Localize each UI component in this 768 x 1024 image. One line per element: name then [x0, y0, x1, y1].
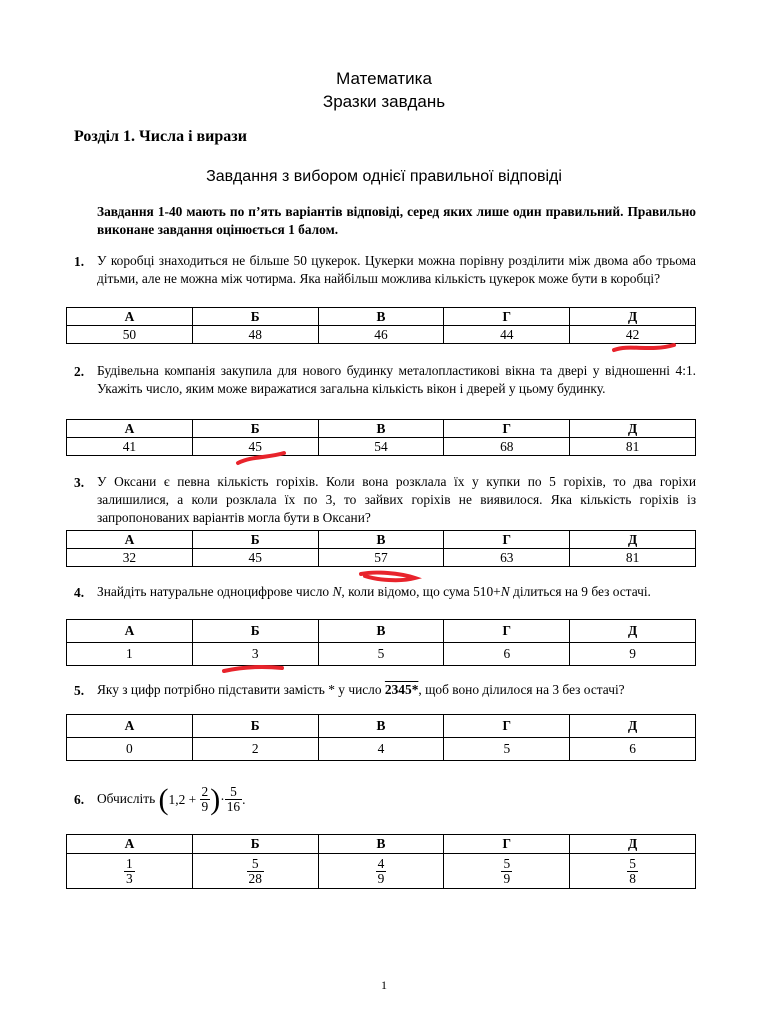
answer-cell: 54: [318, 438, 444, 456]
answer-cell: 44: [444, 326, 570, 344]
question-1-number: 1.: [74, 254, 85, 269]
section-title: Розділ 1. Числа і вирази: [74, 128, 247, 145]
fraction: $\frac{4}{9}$: [377, 855, 385, 886]
answer-cell: 57: [318, 549, 444, 567]
option-letter-v: В: [318, 308, 444, 326]
option-letter-b: Б: [192, 715, 318, 738]
question-6-number: 6.: [74, 792, 85, 807]
question-2-answer-table: [66, 419, 696, 456]
option-letter-a: А: [67, 420, 193, 438]
answer-cell: [444, 854, 570, 889]
fraction: 5 16: [226, 784, 241, 815]
question-6-answer-table: [66, 834, 696, 889]
question-5-text: Яку з цифр потрібно підставити замість * у число 2345*, щоб воно ділилося на 3 без остачі?: [97, 682, 625, 697]
answer-cell: 50: [67, 326, 193, 344]
question-3-number: 3.: [74, 475, 85, 490]
option-letter-d: Д: [570, 420, 696, 438]
option-letter-g: Г: [444, 420, 570, 438]
option-letter-g: Г: [444, 620, 570, 643]
question-4-text: Знайдіть натуральне одноцифрове число N, коли відомо, що сума 510+N ділиться на 9 без остачі.: [97, 584, 651, 599]
red-mark-q4: [220, 662, 286, 676]
answer-cell: [318, 854, 444, 889]
answer-cell: 5: [444, 738, 570, 761]
answer-cell: [570, 854, 696, 889]
answer-cell: 48: [192, 326, 318, 344]
variable-n: N: [332, 584, 342, 599]
option-letter-b: Б: [192, 531, 318, 549]
math-expression: ( 1,2 + $\frac{2}{9}$ ) · 5 16 .: [158, 782, 246, 816]
option-letter-v: В: [318, 715, 444, 738]
option-letter-v: В: [318, 835, 444, 854]
answer-cell: 41: [67, 438, 193, 456]
question-6-lead-text: Обчисліть: [97, 791, 156, 806]
option-letter-b: Б: [192, 835, 318, 854]
fraction: $\frac{1}{3}$: [126, 855, 133, 886]
overlined-number: 2345*: [384, 682, 419, 697]
option-letter-d: Д: [570, 835, 696, 854]
question-2-text: Будівельна компанія закупила для нового будинку металопластикові вікна та двері у відношенні 4:1. Укажіть число, яким може виражатися загальна кількість вікон і дверей у цьому будинку.: [97, 363, 696, 396]
answer-cell: [67, 854, 193, 889]
question-4-number: 4.: [74, 585, 85, 600]
question-5-answer-table: [66, 714, 696, 761]
option-letter-b: Б: [192, 308, 318, 326]
variable-n: N: [500, 584, 510, 599]
answer-cell: 63: [444, 549, 570, 567]
option-letter-a: А: [67, 308, 193, 326]
option-letter-a: А: [67, 835, 193, 854]
option-letter-v: В: [318, 620, 444, 643]
answer-cell: 81: [570, 438, 696, 456]
option-letter-b: Б: [192, 620, 318, 643]
option-letter-g: Г: [444, 308, 570, 326]
option-letter-b: Б: [192, 420, 318, 438]
answer-cell: 1: [67, 643, 193, 666]
option-letter-d: Д: [570, 715, 696, 738]
option-letter-a: А: [67, 620, 193, 643]
question-3-answer-table: [66, 530, 696, 567]
answer-cell: 9: [570, 643, 696, 666]
question-3-text: У Оксани є певна кількість горіхів. Коли вона розклала їх у купки по 5 горіхів, то два горіхи залишилися, а коли розклала їх по 3, то зайвих горіхів не виявилося. Яка кількість горіхів із запропонованих варіантів могла бути в Оксани?: [97, 474, 696, 525]
option-letter-g: Г: [444, 531, 570, 549]
instructions-paragraph: Завдання 1-40 мають по п’ять варіантів відповіді, серед яких лише один правильний. Правильно виконане завдання оцінюється 1 балом.: [97, 204, 696, 237]
answer-cell: 32: [67, 549, 193, 567]
answer-cell: [192, 854, 318, 889]
option-letter-a: А: [67, 715, 193, 738]
question-2-number: 2.: [74, 364, 85, 379]
option-letter-v: В: [318, 420, 444, 438]
question-1-text: У коробці знаходиться не більше 50 цукерок. Цукерки можна порівну розділити між двома або трьома дітьми, але не можна між чотирма. Яка найбільш можлива кількість цукерок може бути в коробці?: [97, 253, 696, 286]
document-title: Математика: [336, 69, 432, 88]
answer-cell: 3: [192, 643, 318, 666]
option-letter-v: В: [318, 531, 444, 549]
task-group-title: Завдання з вибором однієї правильної відповіді: [206, 168, 562, 185]
question-5-number: 5.: [74, 683, 85, 698]
answer-cell: 6: [570, 738, 696, 761]
question-4-answer-table: [66, 619, 696, 666]
document-subtitle: Зразки завдань: [322, 92, 446, 111]
red-mark-q3: [355, 568, 421, 586]
fraction: $\frac{2}{9}$: [201, 784, 209, 815]
answer-cell: 46: [318, 326, 444, 344]
option-letter-d: Д: [570, 531, 696, 549]
option-letter-a: А: [67, 531, 193, 549]
option-letter-g: Г: [444, 715, 570, 738]
fraction: $\frac{5}{9}$: [503, 855, 511, 886]
answer-cell: 6: [444, 643, 570, 666]
answer-cell: 4: [318, 738, 444, 761]
answer-cell: 45: [192, 549, 318, 567]
right-paren-icon: ): [210, 782, 221, 816]
page-number: 1: [381, 978, 387, 992]
answer-cell: 42: [570, 326, 696, 344]
red-mark-q2: [234, 450, 290, 468]
question-6-text: [97, 778, 696, 821]
fraction: $\frac{5}{8}$: [629, 855, 636, 886]
option-letter-d: Д: [570, 620, 696, 643]
option-letter-g: Г: [444, 835, 570, 854]
red-mark-q1: [610, 340, 680, 356]
answer-cell: 81: [570, 549, 696, 567]
fraction: $\frac{5}{28}$: [248, 855, 262, 886]
answer-cell: 0: [67, 738, 193, 761]
answer-cell: 2: [192, 738, 318, 761]
answer-cell: 5: [318, 643, 444, 666]
option-letter-d: Д: [570, 308, 696, 326]
answer-cell: 45: [192, 438, 318, 456]
question-1-answer-table: [66, 307, 696, 344]
left-paren-icon: (: [158, 782, 169, 816]
answer-cell: 68: [444, 438, 570, 456]
